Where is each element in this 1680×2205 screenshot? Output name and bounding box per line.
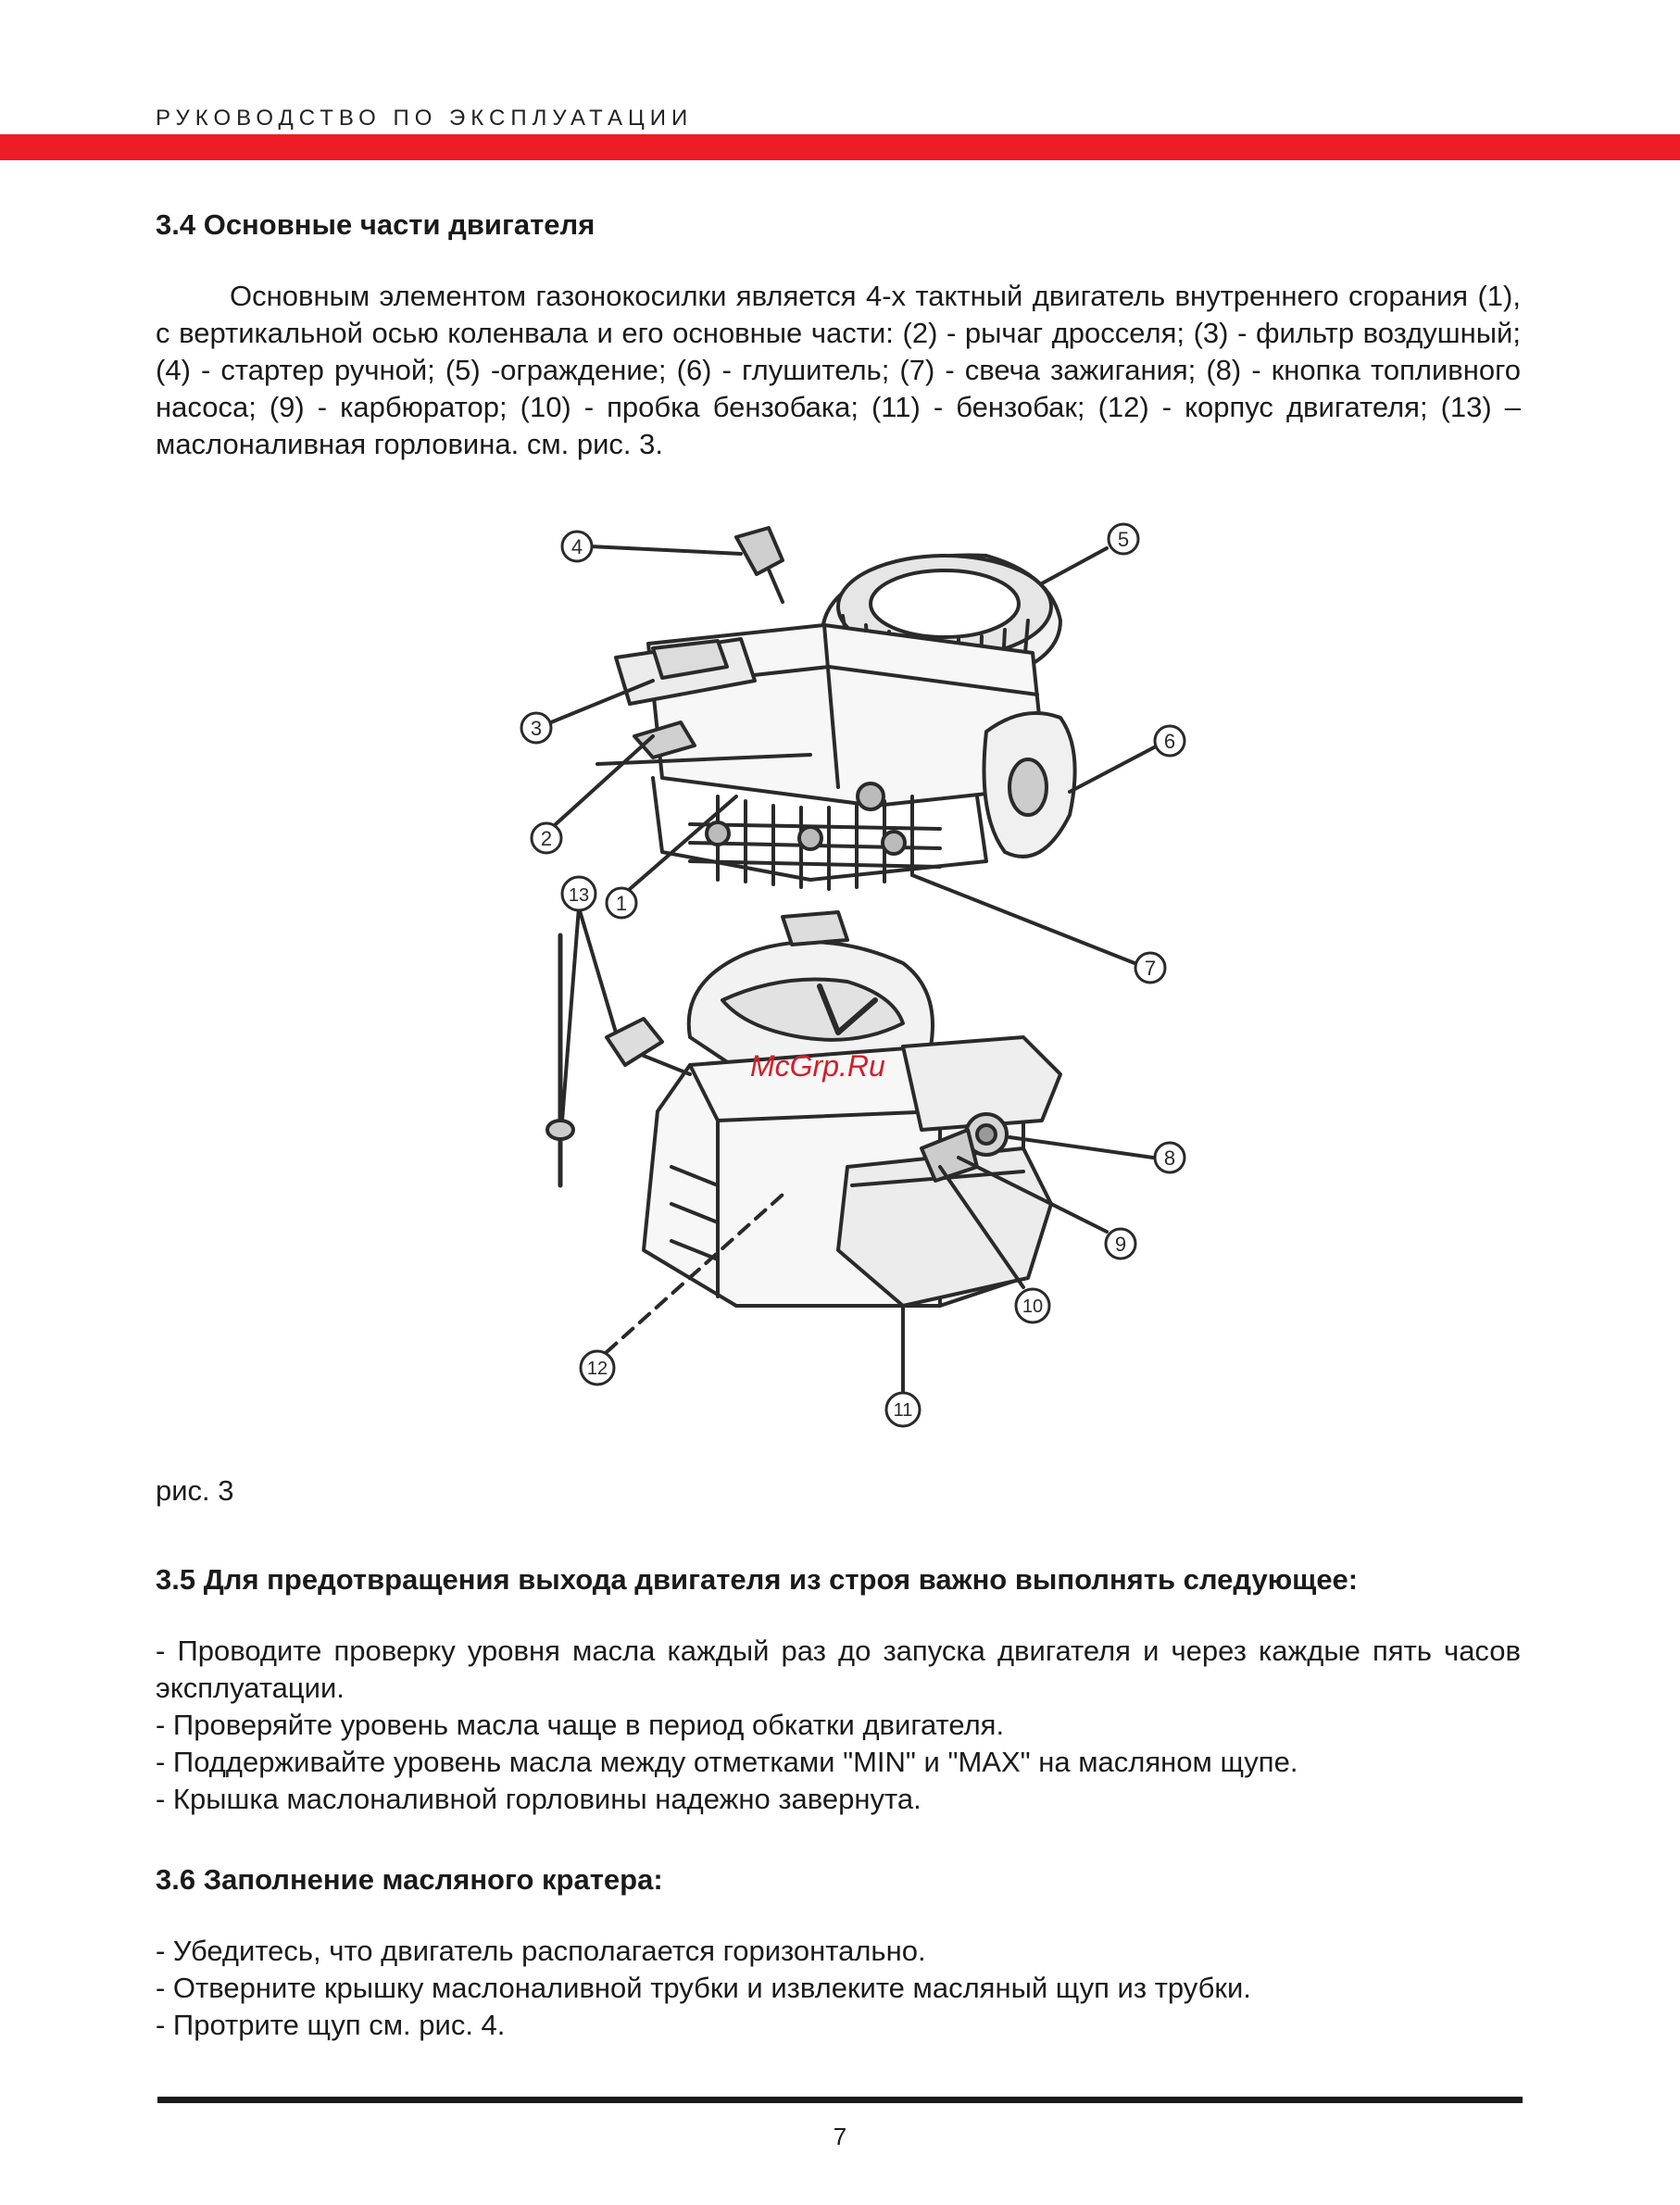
svg-text:6: 6 xyxy=(1163,730,1176,753)
svg-text:2: 2 xyxy=(540,827,553,850)
svg-text:10: 10 xyxy=(1022,1297,1044,1317)
callout-10 xyxy=(1016,1289,1049,1322)
engine-illustration xyxy=(505,519,1190,1500)
section-3-6-list xyxy=(156,1933,1521,2044)
list-item: - Поддерживайте уровень масла между отметками "MIN" и "MAX" на масляном щупе. xyxy=(156,1746,1298,1778)
watermark: McGrp.Ru xyxy=(750,1049,885,1083)
list-item: - Убедитесь, что двигатель располагается горизонтально. xyxy=(156,1935,926,1967)
callout-2 xyxy=(532,823,561,853)
callout-4 xyxy=(562,532,592,561)
callout-7 xyxy=(1135,953,1165,983)
list-item: - Отверните крышку маслоналивной трубки и извлеките масляный щуп из трубки. xyxy=(156,1972,1251,2004)
svg-text:5: 5 xyxy=(1117,528,1130,551)
list-item: - Протрите щуп см. рис. 4. xyxy=(156,2009,506,2041)
section-3-4-paragraph: Основным элементом газонокосилки является 4-х тактный двигатель внутреннего сгорания (1), с вертикальной осью коленвала и его основные части: (2) - рычаг дросселя; (3) - фильтр воздушный; (4) - стартер ручной; (5) -ограждение; (6) - глушитель; (7) - свеча зажигания; (8) - кнопка топливного насоса; (9) - карбюратор; (10) - пробка бензобака; (11) - бензобак; (12) - корпус двигателя; (13) – маслоналивная горловина. см. рис. 3. xyxy=(156,280,1521,460)
svg-text:1: 1 xyxy=(615,892,628,915)
callout-9 xyxy=(1106,1229,1135,1259)
section-3-4-heading: 3.4 Основные части двигателя xyxy=(156,208,596,241)
callout-1 xyxy=(607,888,636,918)
figure-caption: рис. 3 xyxy=(156,1474,234,1507)
callout-6 xyxy=(1155,726,1185,756)
svg-text:13: 13 xyxy=(568,885,590,906)
svg-text:8: 8 xyxy=(1163,1146,1176,1170)
section-3-5-list xyxy=(156,1633,1521,1818)
section-3-4 xyxy=(156,208,1521,463)
list-item: - Проводите проверку уровня масла каждый раз до запуска двигателя и через каждые пять часов эксплуатации. xyxy=(156,1635,1521,1704)
svg-text:4: 4 xyxy=(570,535,583,558)
callout-11 xyxy=(886,1393,920,1426)
footer-rule xyxy=(157,2097,1523,2103)
callout-3 xyxy=(521,713,551,743)
page-number: 7 xyxy=(833,2123,847,2150)
svg-text:7: 7 xyxy=(1144,957,1157,980)
engine-figure xyxy=(505,519,1190,1500)
section-3-6-heading: 3.6 Заполнение масляного кратера: xyxy=(156,1863,663,1896)
section-3-5-heading: 3.5 Для предотвращения выхода двигателя из строя важно выполнять следующее: xyxy=(156,1563,1359,1596)
callout-8 xyxy=(1155,1143,1185,1172)
list-item: - Крышка маслоналивной горловины надежно завернута. xyxy=(156,1783,921,1815)
callout-13 xyxy=(562,877,596,910)
list-item: - Проверяйте уровень масла чаще в период обкатки двигателя. xyxy=(156,1709,1005,1741)
running-header: РУКОВОДСТВО ПО ЭКСПЛУАТАЦИИ xyxy=(156,106,694,131)
svg-text:3: 3 xyxy=(530,717,543,740)
section-3-5 xyxy=(156,1563,1521,1818)
callout-5 xyxy=(1109,524,1138,554)
svg-text:9: 9 xyxy=(1114,1233,1127,1256)
section-3-6 xyxy=(156,1863,1521,2044)
header-red-band xyxy=(0,134,1680,160)
svg-text:11: 11 xyxy=(893,1400,913,1421)
svg-text:12: 12 xyxy=(586,1359,608,1379)
callout-12 xyxy=(581,1351,614,1384)
